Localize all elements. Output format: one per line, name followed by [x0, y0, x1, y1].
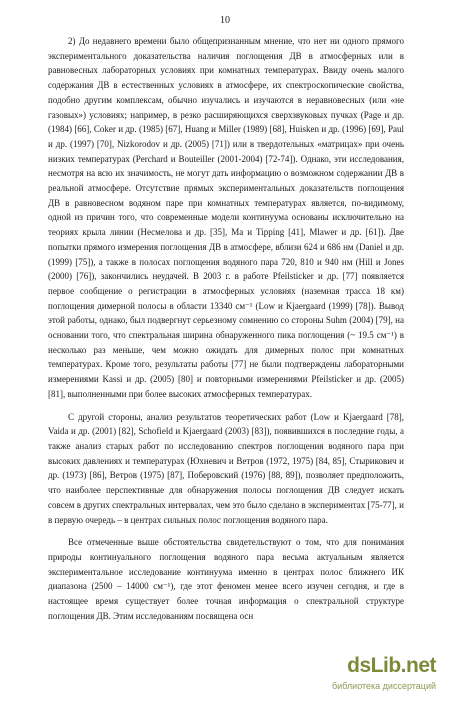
watermark-logo [347, 654, 436, 678]
page-number: 10 [220, 15, 230, 26]
paragraph-2: С другой стороны, анализ результатов теоретических работ (Low и Kjaergaard [78], Vaida и др. (2001) [82], Schofield и Kjaergaard (2003) [83]), появившихся в последние годы, а также анализ старых работ по исследованию спектров поглощения водяного пара при высоких давлениях и температурах (Юхневич и Ветров (1972, 1975) [84, 85], Стырикович и др. (1973) [86], Ветров (1975) [87], Поберовский (1976) [88, 89]), позволяет предположить, что наиболее перспективные для обнаружения полосы поглощения ДВ следует искать совсем в других спектральных интервалах, чем это было сделано в экспериментах [75-77], и в первую очередь – в центрах сильных полос поглощения водяного пара. [48, 411, 404, 525]
dslib-watermark [298, 654, 436, 696]
watermark-subtitle: библиотека диссертаций [331, 681, 436, 691]
paragraph-3: Все отмеченные выше обстоятельства свидетельствуют о том, что для понимания природы континуального поглощения водяного пара весьма актуальным является экспериментальное исследование континуума именно в центрах полос ближнего ИК диапазона (2500 – 14000 см⁻¹), где этот феномен менее всего изучен сегодня, и где в настоящее время существует более точная информация о спектральной структуре поглощения ДВ. Этим исследованиям посвящена осн [48, 537, 404, 621]
watermark-logo-main: dsLib [347, 654, 401, 677]
watermark-logo-tld: .net [400, 654, 436, 677]
paragraph-1: 2) До недавнего времени было общепризнанным мнение, что нет ни одного прямого экспериментального доказательства наличия поглощения ДВ в атмосферных или в равновесных лабораторных условиях при комнатных температурах. Ввиду очень малого содержания ДВ в естественных условиях в атмосфере, их спектроскопические свойства, подобно другим комплексам, обычно изучались и изучаются в неравновесных (или «не газовых») условиях; например, в резко расширяющихся сверхзвуковых пучках (Page и др. (1984) [66], Coker и др. (1985) [67], Huang и Miller (1989) [68], Huisken и др. (1996) [69], Paul и др. (1997) [70], Nizkorodov и др. (2005) [71]) или в твердотельных «матрицах» при очень низких температурах (Perchard и Bouteiller (2001-2004) [72-74]). Однако, эти исследования, несмотря на всю их значимость, не могут дать информацию о возможном содержании ДВ в реальной атмосфере. Отсутствие прямых экспериментальных доказательств поглощения ДВ в равновесном водяном паре при комнатных температурах является, по-видимому, одной из причин того, что современные модели континуума основаны исключительно на теориях крыла линии (Несмелова и др. [35], Ma и Tipping [41], Mlawer и др. [61]). Две попытки прямого измерения поглощения ДВ в атмосфере, вблизи 624 и 686 нм (Daniel и др. (1999) [75]), а также в полосах поглощения водяного пара 720, 810 и 940 нм (Hill и Jones (2000) [76]), закончились неудачей. В 2003 г. в работе Pfeilsticker и др. [77] появляется первое сообщение о регистрации в атмосферных условиях (наземная трасса 18 км) поглощения димерной полосы в области 13340 см⁻¹ (Low и Kjaergaard (1999) [78]). Вывод этой работы, однако, был подвергнут серьезному сомнению со стороны Suhm (2004) [79], на основании того, что спектральная ширина обнаруженного пика поглощения (~ 19.5 см⁻¹) в несколько раз меньше, чем можно ожидать для димерных полос при комнатных температурах. Кроме того, результаты работы [77] не были подтверждены лабораторными измерениями Kassi и др. (2005) [80] и повторными измерениями Pfeilsticker и др. (2005) [81], выполненными при более высоких атмосферных температурах. [48, 36, 404, 399]
document-body [48, 34, 404, 623]
